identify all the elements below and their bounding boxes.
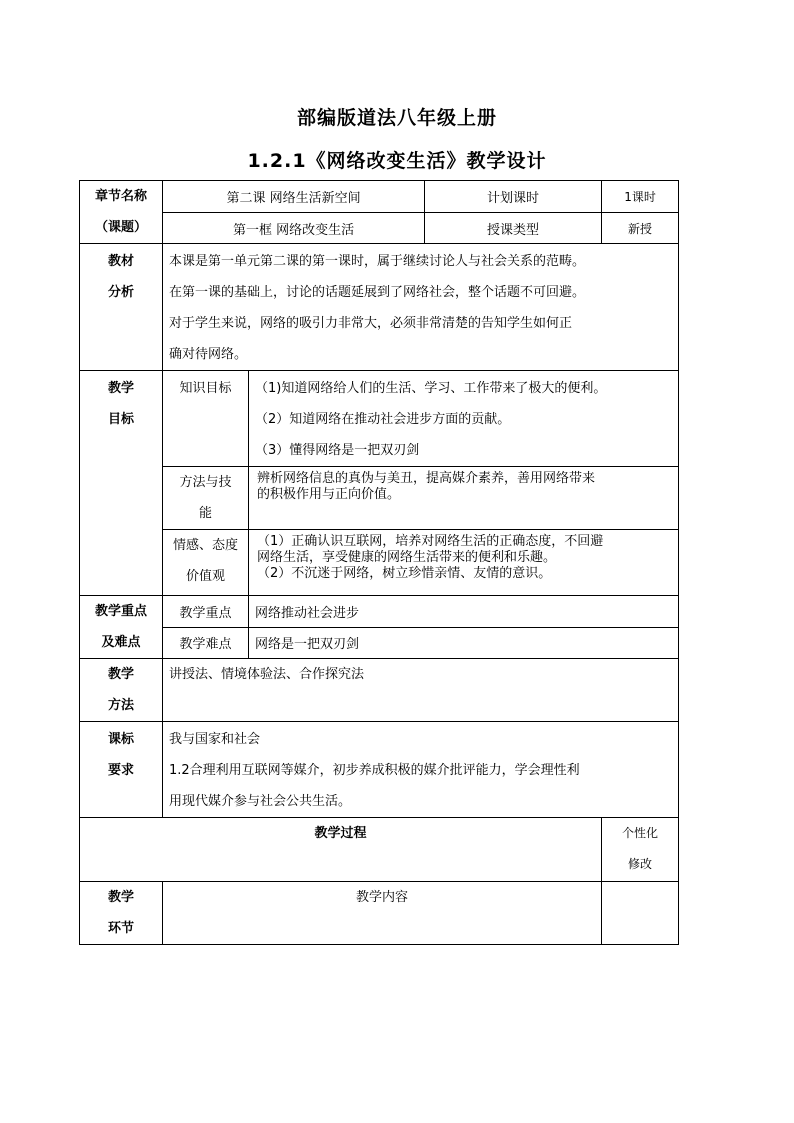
analysis-line: 确对待网络。: [169, 347, 248, 362]
analysis-line: 对于学生来说，网络的吸引力非常大，必须非常清楚的告知学生如何正: [169, 316, 573, 331]
emotion-goal-label-line2: 价值观: [185, 569, 225, 584]
personal-revision-line1: 个性化: [622, 826, 659, 840]
planned-hours-label: 计划课时: [425, 181, 602, 213]
method-goal-line: 的积极作用与正向价值。: [257, 487, 401, 502]
knowledge-goals: [249, 371, 679, 467]
analysis-label-line1: 教材: [107, 254, 134, 269]
keypoints-label-line1: 教学重点: [94, 604, 147, 619]
chapter-lesson: 第二课 网络生活新空间: [163, 181, 425, 213]
methods-text: 讲授法、情境体验法、合作探究法: [163, 659, 679, 722]
page-title: 部编版道法八年级上册: [296, 107, 497, 129]
emotion-goals: [249, 530, 679, 596]
focus-label: 教学重点: [163, 596, 249, 628]
stage-label-cell: [80, 882, 163, 945]
standard-line: 用现代媒介参与社会公共生活。: [169, 794, 352, 809]
standard-line: 我与国家和社会: [169, 732, 261, 747]
chapter-label-line1: 章节名称: [94, 189, 147, 204]
stage-label-line1: 教学: [107, 890, 134, 905]
knowledge-goal-item: （1)知道网络给人们的生活、学习、工作带来了极大的便利。: [255, 381, 607, 396]
analysis-line: 本课是第一单元第二课的第一课时，属于继续讨论人与社会关系的范畴。: [169, 254, 586, 269]
goals-label-line2: 目标: [107, 412, 134, 427]
analysis-text: [163, 244, 679, 371]
personal-revision-cell: [602, 882, 679, 945]
difficulty-text: 网络是一把双刃剑: [249, 627, 679, 659]
standard-label-line2: 要求: [107, 763, 134, 778]
goals-label-line1: 教学: [107, 381, 134, 396]
emotion-goal-line: （1）正确认识互联网，培养对网络生活的正确态度，不回避: [257, 534, 604, 549]
methods-label-line1: 教学: [107, 667, 134, 682]
class-type-value: 新授: [602, 213, 679, 244]
keypoints-label-cell: [80, 596, 163, 659]
goals-label-cell: [80, 371, 163, 596]
knowledge-goal-label: 知识目标: [163, 371, 249, 467]
page-subtitle: 1.2.1《网络改变生活》教学设计: [247, 150, 547, 172]
standard-text: [163, 722, 679, 818]
emotion-goal-line: （2）不沉迷于网络，树立珍惜亲情、友情的意识。: [257, 566, 552, 581]
chapter-label-line2: （课题）: [94, 220, 147, 235]
method-goal-label-line2: 能: [198, 506, 212, 521]
chapter-label-cell: [80, 181, 163, 244]
knowledge-goal-item: （3）懂得网络是一把双刃剑: [255, 443, 420, 458]
method-goal-line: 辨析网络信息的真伪与美丑，提高媒介素养，善用网络带来: [257, 471, 596, 486]
methods-label-line2: 方法: [107, 698, 134, 713]
knowledge-goal-item: （2）知道网络在推动社会进步方面的贡献。: [255, 412, 511, 427]
chapter-section: 第一框 网络改变生活: [163, 213, 425, 244]
emotion-goal-label-line1: 情感、态度: [172, 538, 238, 553]
standard-label-line1: 课标: [107, 732, 134, 747]
content-header: 教学内容: [163, 882, 602, 945]
analysis-label-cell: [80, 244, 163, 371]
personal-revision-line2: 修改: [628, 857, 653, 871]
standard-line: 1.2合理利用互联网等媒介，初步养成积极的媒介批评能力，学会理性利: [169, 763, 580, 778]
lesson-plan-table: [79, 180, 679, 945]
methods-label-cell: [80, 659, 163, 722]
analysis-label-line2: 分析: [107, 285, 134, 300]
planned-hours-value: 1课时: [602, 181, 679, 213]
personal-revision-label: [602, 818, 679, 882]
stage-label-line2: 环节: [107, 921, 134, 936]
standard-label-cell: [80, 722, 163, 818]
focus-text: 网络推动社会进步: [249, 596, 679, 628]
keypoints-label-line2: 及难点: [101, 635, 141, 650]
analysis-line: 在第一课的基础上，讨论的话题延展到了网络社会，整个话题不可回避。: [169, 285, 586, 300]
emotion-goal-line: 网络生活，享受健康的网络生活带来的便利和乐趣。: [257, 550, 557, 565]
difficulty-label: 教学难点: [163, 627, 249, 659]
method-goals: [249, 467, 679, 530]
process-header: 教学过程: [80, 818, 602, 882]
class-type-label: 授课类型: [425, 213, 602, 244]
method-goal-label: [163, 467, 249, 530]
emotion-goal-label: [163, 530, 249, 596]
method-goal-label-line1: 方法与技: [179, 475, 232, 490]
